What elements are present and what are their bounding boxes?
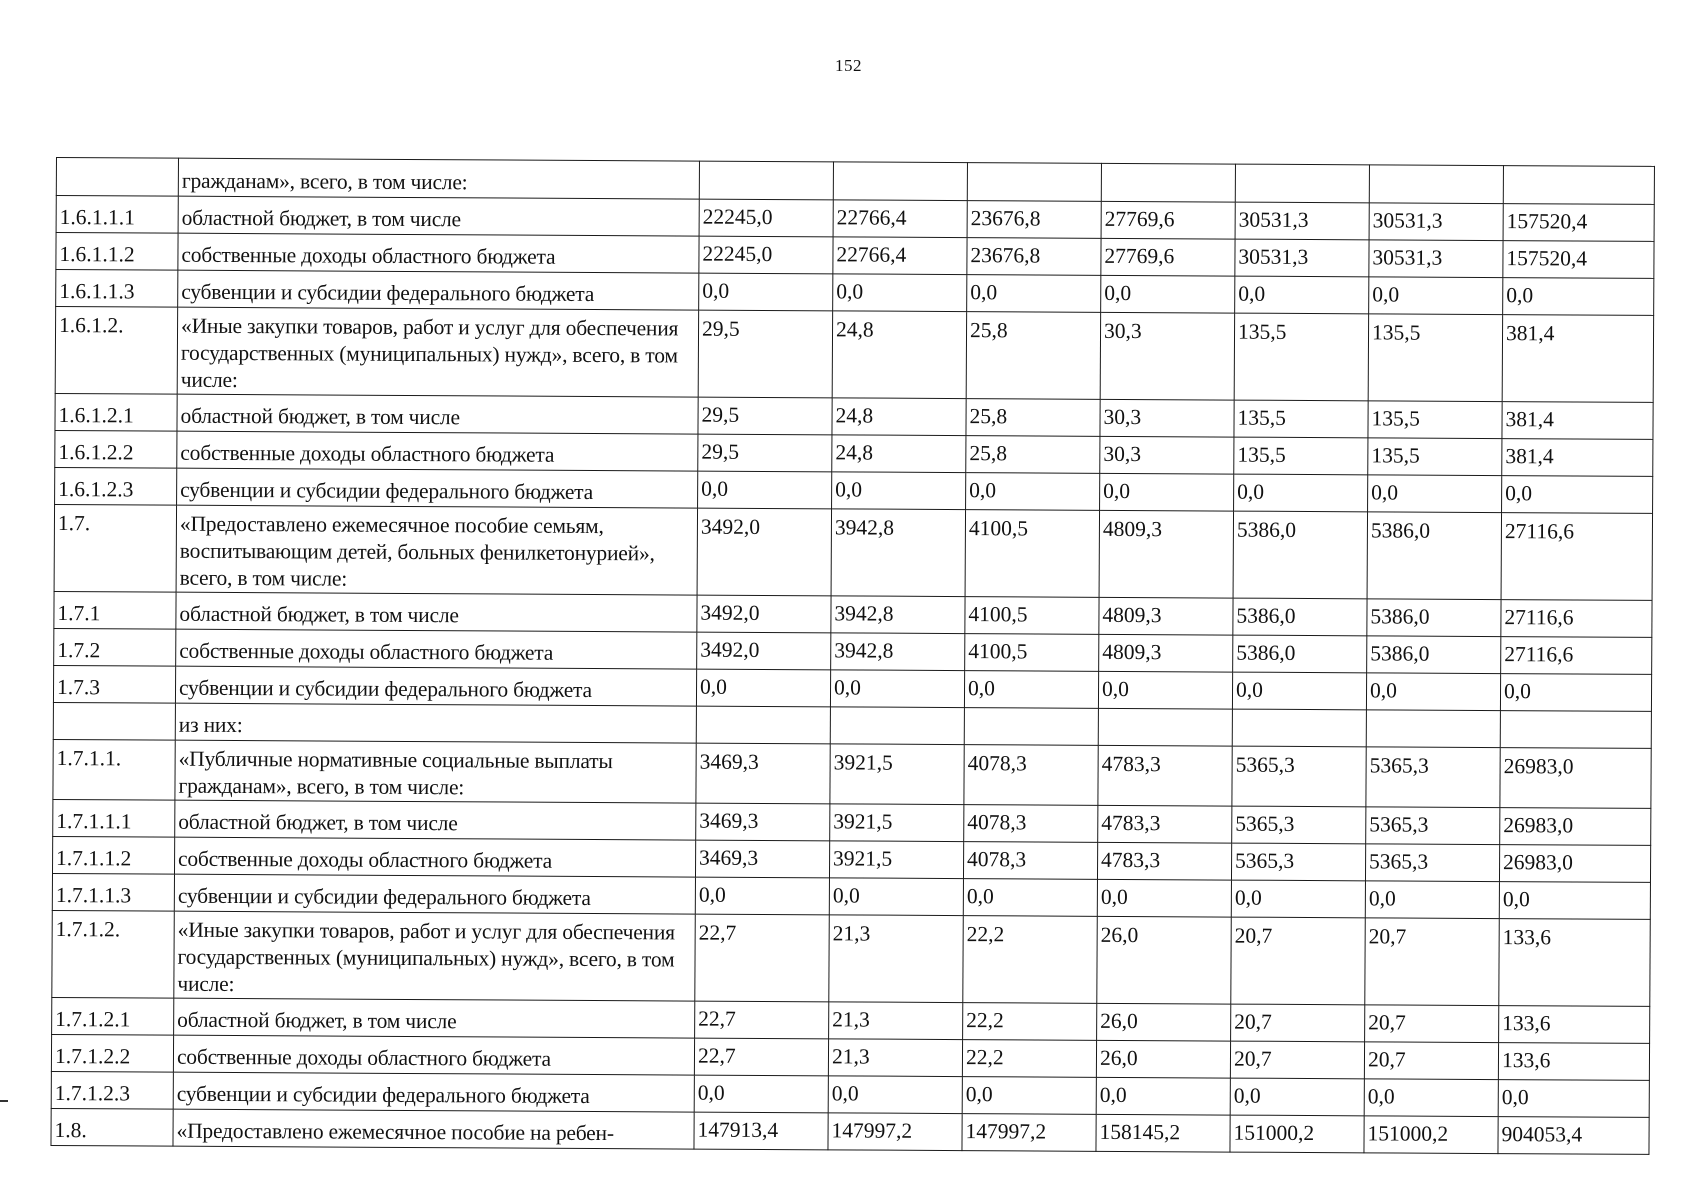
- row-code-cell: 1.7.1: [54, 591, 176, 629]
- row-name-cell: собственные доходы областного бюджета: [177, 431, 698, 471]
- row-code-cell: 1.6.1.1.1: [56, 196, 178, 234]
- row-value-cell: 26983,0: [1500, 748, 1651, 809]
- row-value-cell: 0,0: [963, 879, 1097, 917]
- row-value-cell: 4783,3: [1098, 745, 1232, 806]
- row-code-cell: [56, 158, 178, 197]
- row-code-cell: 1.7.1.1.1: [53, 799, 175, 837]
- row-value-cell: [1500, 711, 1651, 749]
- row-value-cell: 0,0: [695, 877, 829, 915]
- row-value-cell: 5365,3: [1365, 844, 1499, 882]
- row-value-cell: 0,0: [1366, 673, 1500, 711]
- table-row: [51, 1108, 1649, 1154]
- row-value-cell: 147913,4: [694, 1112, 828, 1150]
- row-value-cell: 0,0: [964, 671, 1098, 709]
- row-value-cell: 27116,6: [1501, 637, 1652, 675]
- row-value-cell: 27769,6: [1101, 238, 1235, 276]
- row-name-cell: субвенции и субсидии федерального бюджета: [177, 468, 698, 508]
- row-value-cell: 29,5: [698, 397, 832, 435]
- row-value-cell: 381,4: [1502, 439, 1653, 477]
- row-code-cell: 1.6.1.1.2: [56, 233, 178, 271]
- row-value-cell: 29,5: [698, 434, 832, 472]
- row-value-cell: [1235, 164, 1369, 203]
- row-name-cell: «Предоставлено ежемесячное пособие семьям, воспитывающим детей, больных фенилкетонурией», всего, в том числе:: [176, 505, 697, 595]
- row-code-cell: 1.7.: [54, 504, 176, 592]
- row-name-cell: субвенции и субсидии федерального бюджета: [174, 874, 695, 914]
- row-value-cell: 3942,8: [831, 596, 965, 634]
- scan-edge-mark: [0, 1100, 8, 1102]
- row-value-cell: 25,8: [966, 312, 1100, 400]
- row-value-cell: 22,7: [695, 914, 829, 1002]
- row-value-cell: 22245,0: [699, 236, 833, 274]
- row-value-cell: 30,3: [1100, 312, 1234, 400]
- row-value-cell: 135,5: [1368, 438, 1502, 476]
- row-value-cell: 0,0: [1235, 276, 1369, 314]
- row-name-cell: «Иные закупки товаров, работ и услуг для обеспечения государственных (муниципальных) нужд», всего, в том числе:: [177, 307, 698, 397]
- row-code-cell: 1.6.1.2.2: [55, 430, 177, 468]
- row-value-cell: 21,3: [829, 915, 963, 1003]
- row-value-cell: 381,4: [1502, 402, 1653, 440]
- row-value-cell: 0,0: [1498, 1080, 1649, 1118]
- row-value-cell: 0,0: [966, 473, 1100, 511]
- row-value-cell: 30531,3: [1369, 203, 1503, 241]
- row-value-cell: 3492,0: [697, 632, 831, 670]
- row-value-cell: 30531,3: [1369, 240, 1503, 278]
- row-value-cell: 4783,3: [1097, 842, 1231, 880]
- row-value-cell: 3492,0: [697, 595, 831, 633]
- row-value-cell: 147997,2: [962, 1114, 1096, 1152]
- row-value-cell: 0,0: [1503, 278, 1654, 316]
- row-name-cell: областной бюджет, в том числе: [177, 394, 698, 434]
- row-name-cell: областной бюджет, в том числе: [174, 998, 695, 1038]
- row-value-cell: 5386,0: [1367, 599, 1501, 637]
- row-name-cell: областной бюджет, в том числе: [175, 800, 696, 840]
- row-value-cell: 24,8: [832, 435, 966, 473]
- row-value-cell: 5386,0: [1233, 635, 1367, 673]
- row-value-cell: 5365,3: [1366, 807, 1500, 845]
- row-code-cell: 1.7.1.1.: [53, 739, 175, 800]
- row-value-cell: 133,6: [1499, 1006, 1650, 1044]
- row-value-cell: 4809,3: [1099, 510, 1233, 598]
- row-value-cell: 23676,8: [967, 238, 1101, 276]
- row-value-cell: 27116,6: [1501, 513, 1652, 601]
- row-value-cell: 0,0: [833, 274, 967, 312]
- row-value-cell: [833, 162, 967, 201]
- row-name-cell: субвенции и субсидии федерального бюджета: [178, 270, 699, 310]
- page-number: 152: [835, 56, 862, 75]
- table-row: [53, 739, 1651, 808]
- row-code-cell: 1.7.1.2.3: [51, 1071, 173, 1109]
- row-value-cell: [1101, 163, 1235, 202]
- row-value-cell: 3469,3: [695, 840, 829, 878]
- row-value-cell: 0,0: [699, 273, 833, 311]
- budget-table: [50, 157, 1654, 1155]
- row-value-cell: 5386,0: [1233, 511, 1367, 599]
- row-value-cell: 0,0: [696, 669, 830, 707]
- row-name-cell: собственные доходы областного бюджета: [176, 629, 697, 669]
- row-value-cell: 0,0: [1369, 277, 1503, 315]
- row-value-cell: 21,3: [828, 1039, 962, 1077]
- row-value-cell: 0,0: [1499, 882, 1650, 920]
- row-code-cell: 1.8.: [51, 1108, 173, 1146]
- row-value-cell: 4078,3: [964, 805, 1098, 843]
- row-value-cell: 381,4: [1502, 315, 1653, 403]
- row-name-cell: областной бюджет, в том числе: [176, 592, 697, 632]
- row-value-cell: 22245,0: [699, 199, 833, 237]
- row-value-cell: 3942,8: [831, 633, 965, 671]
- row-value-cell: 20,7: [1365, 918, 1499, 1006]
- row-value-cell: 3942,8: [831, 509, 965, 597]
- row-value-cell: 24,8: [832, 398, 966, 436]
- row-value-cell: 30531,3: [1235, 239, 1369, 277]
- row-value-cell: 20,7: [1365, 1005, 1499, 1043]
- row-value-cell: [1098, 708, 1232, 746]
- row-value-cell: [1369, 165, 1503, 204]
- row-value-cell: 135,5: [1234, 313, 1368, 401]
- row-name-cell: собственные доходы областного бюджета: [178, 233, 699, 273]
- row-name-cell: из них:: [175, 703, 696, 743]
- row-value-cell: 5365,3: [1231, 843, 1365, 881]
- row-value-cell: 158145,2: [1096, 1114, 1230, 1152]
- row-value-cell: 29,5: [698, 310, 832, 398]
- row-value-cell: 4809,3: [1099, 597, 1233, 635]
- budget-table-container: [50, 157, 1653, 1155]
- row-value-cell: 135,5: [1234, 400, 1368, 438]
- row-name-cell: «Публичные нормативные социальные выплаты гражданам», всего, в том числе:: [175, 740, 696, 803]
- row-code-cell: 1.7.1.2.1: [52, 997, 174, 1035]
- row-value-cell: 151000,2: [1364, 1116, 1498, 1154]
- row-value-cell: 26983,0: [1500, 808, 1651, 846]
- row-value-cell: 22766,4: [833, 237, 967, 275]
- row-code-cell: 1.7.3: [53, 665, 175, 703]
- row-value-cell: 0,0: [1231, 880, 1365, 918]
- row-value-cell: 30,3: [1100, 436, 1234, 474]
- row-value-cell: 22,2: [963, 1003, 1097, 1041]
- row-value-cell: 5386,0: [1367, 512, 1501, 600]
- row-value-cell: 5365,3: [1366, 747, 1500, 808]
- row-value-cell: 0,0: [1364, 1079, 1498, 1117]
- row-value-cell: 3492,0: [697, 508, 831, 596]
- row-code-cell: 1.6.1.2.3: [55, 467, 177, 505]
- row-code-cell: 1.7.1.1.2: [52, 836, 174, 874]
- row-value-cell: 5386,0: [1233, 598, 1367, 636]
- row-value-cell: 135,5: [1368, 401, 1502, 439]
- row-value-cell: 4809,3: [1099, 634, 1233, 672]
- row-value-cell: [830, 707, 964, 745]
- row-value-cell: 0,0: [1368, 475, 1502, 513]
- row-value-cell: 3921,5: [829, 841, 963, 879]
- row-value-cell: 0,0: [1097, 879, 1231, 917]
- row-value-cell: 0,0: [1234, 474, 1368, 512]
- row-value-cell: 22,7: [694, 1038, 828, 1076]
- row-value-cell: 157520,4: [1503, 241, 1654, 279]
- row-value-cell: 3921,5: [830, 744, 964, 805]
- row-value-cell: 3469,3: [696, 743, 830, 804]
- row-value-cell: 22,2: [962, 1040, 1096, 1078]
- row-value-cell: 4783,3: [1098, 805, 1232, 843]
- row-value-cell: 4100,5: [965, 510, 1099, 598]
- row-value-cell: 135,5: [1234, 437, 1368, 475]
- row-value-cell: [964, 708, 1098, 746]
- row-value-cell: 0,0: [829, 878, 963, 916]
- row-value-cell: 23676,8: [967, 201, 1101, 239]
- row-code-cell: 1.6.1.1.3: [56, 270, 178, 308]
- row-value-cell: 5365,3: [1232, 806, 1366, 844]
- row-value-cell: 20,7: [1231, 1004, 1365, 1042]
- row-value-cell: 135,5: [1368, 314, 1502, 402]
- row-value-cell: 20,7: [1231, 917, 1365, 1005]
- table-row: [54, 504, 1652, 600]
- row-code-cell: 1.7.1.2.: [52, 910, 174, 998]
- budget-table-body: [51, 158, 1654, 1155]
- row-value-cell: 0,0: [1100, 473, 1234, 511]
- row-value-cell: 21,3: [829, 1002, 963, 1040]
- row-name-cell: собственные доходы областного бюджета: [174, 837, 695, 877]
- row-value-cell: 0,0: [698, 471, 832, 509]
- row-value-cell: 0,0: [832, 472, 966, 510]
- row-value-cell: 5386,0: [1367, 636, 1501, 674]
- row-value-cell: 22,2: [963, 916, 1097, 1004]
- row-code-cell: 1.7.2: [54, 628, 176, 666]
- row-code-cell: 1.7.1.2.2: [51, 1034, 173, 1072]
- row-value-cell: 30,3: [1100, 399, 1234, 437]
- row-value-cell: 4078,3: [964, 745, 1098, 806]
- row-value-cell: 147997,2: [828, 1113, 962, 1151]
- row-code-cell: 1.6.1.2.: [55, 307, 177, 395]
- row-value-cell: 0,0: [1098, 671, 1232, 709]
- row-code-cell: 1.7.1.1.3: [52, 873, 174, 911]
- row-name-cell: субвенции и субсидии федерального бюджета: [173, 1072, 694, 1112]
- row-value-cell: 904053,4: [1498, 1117, 1649, 1155]
- row-value-cell: 22766,4: [833, 200, 967, 238]
- row-value-cell: 0,0: [962, 1077, 1096, 1115]
- row-name-cell: областной бюджет, в том числе: [178, 196, 699, 236]
- row-value-cell: 0,0: [967, 275, 1101, 313]
- row-value-cell: 26983,0: [1499, 845, 1650, 883]
- row-value-cell: 3469,3: [696, 803, 830, 841]
- row-value-cell: [1366, 710, 1500, 748]
- row-value-cell: [1503, 166, 1654, 205]
- row-value-cell: 4100,5: [965, 597, 1099, 635]
- table-row: [52, 910, 1650, 1006]
- row-value-cell: 24,8: [832, 311, 966, 399]
- row-value-cell: 133,6: [1498, 1043, 1649, 1081]
- row-value-cell: [967, 163, 1101, 202]
- row-name-cell: гражданам», всего, в том числе:: [178, 158, 699, 199]
- row-value-cell: 0,0: [1502, 476, 1653, 514]
- row-value-cell: [1232, 709, 1366, 747]
- row-value-cell: 0,0: [1365, 881, 1499, 919]
- row-value-cell: 0,0: [828, 1076, 962, 1114]
- row-value-cell: 0,0: [1232, 672, 1366, 710]
- row-code-cell: [53, 702, 175, 740]
- row-value-cell: [696, 706, 830, 744]
- row-value-cell: 133,6: [1499, 919, 1650, 1007]
- row-value-cell: 0,0: [830, 670, 964, 708]
- row-value-cell: 26,0: [1096, 1040, 1230, 1078]
- row-value-cell: 30531,3: [1235, 202, 1369, 240]
- row-value-cell: 0,0: [1101, 275, 1235, 313]
- row-value-cell: 0,0: [694, 1075, 828, 1113]
- row-name-cell: собственные доходы областного бюджета: [173, 1035, 694, 1075]
- row-name-cell: «Предоставлено ежемесячное пособие на ребен-: [173, 1109, 694, 1149]
- row-value-cell: 20,7: [1364, 1042, 1498, 1080]
- row-code-cell: 1.6.1.2.1: [55, 393, 177, 431]
- row-value-cell: 27769,6: [1101, 201, 1235, 239]
- row-value-cell: 0,0: [1500, 674, 1651, 712]
- row-value-cell: 4100,5: [965, 634, 1099, 672]
- row-value-cell: 5365,3: [1232, 746, 1366, 807]
- row-value-cell: 3921,5: [830, 804, 964, 842]
- row-value-cell: [699, 161, 833, 200]
- row-name-cell: субвенции и субсидии федерального бюджета: [175, 666, 696, 706]
- row-value-cell: 4078,3: [963, 842, 1097, 880]
- row-value-cell: 26,0: [1097, 1003, 1231, 1041]
- row-value-cell: 0,0: [1096, 1077, 1230, 1115]
- row-value-cell: 151000,2: [1230, 1115, 1364, 1153]
- row-value-cell: 25,8: [966, 436, 1100, 474]
- row-value-cell: 157520,4: [1503, 204, 1654, 242]
- row-value-cell: 22,7: [695, 1001, 829, 1039]
- row-name-cell: «Иные закупки товаров, работ и услуг для обеспечения государственных (муниципальных) нужд», всего, в том числе:: [174, 911, 695, 1001]
- row-value-cell: 0,0: [1230, 1078, 1364, 1116]
- row-value-cell: 20,7: [1230, 1041, 1364, 1079]
- row-value-cell: 27116,6: [1501, 600, 1652, 638]
- table-row: [55, 307, 1653, 403]
- row-value-cell: 25,8: [966, 399, 1100, 437]
- row-value-cell: 26,0: [1097, 916, 1231, 1004]
